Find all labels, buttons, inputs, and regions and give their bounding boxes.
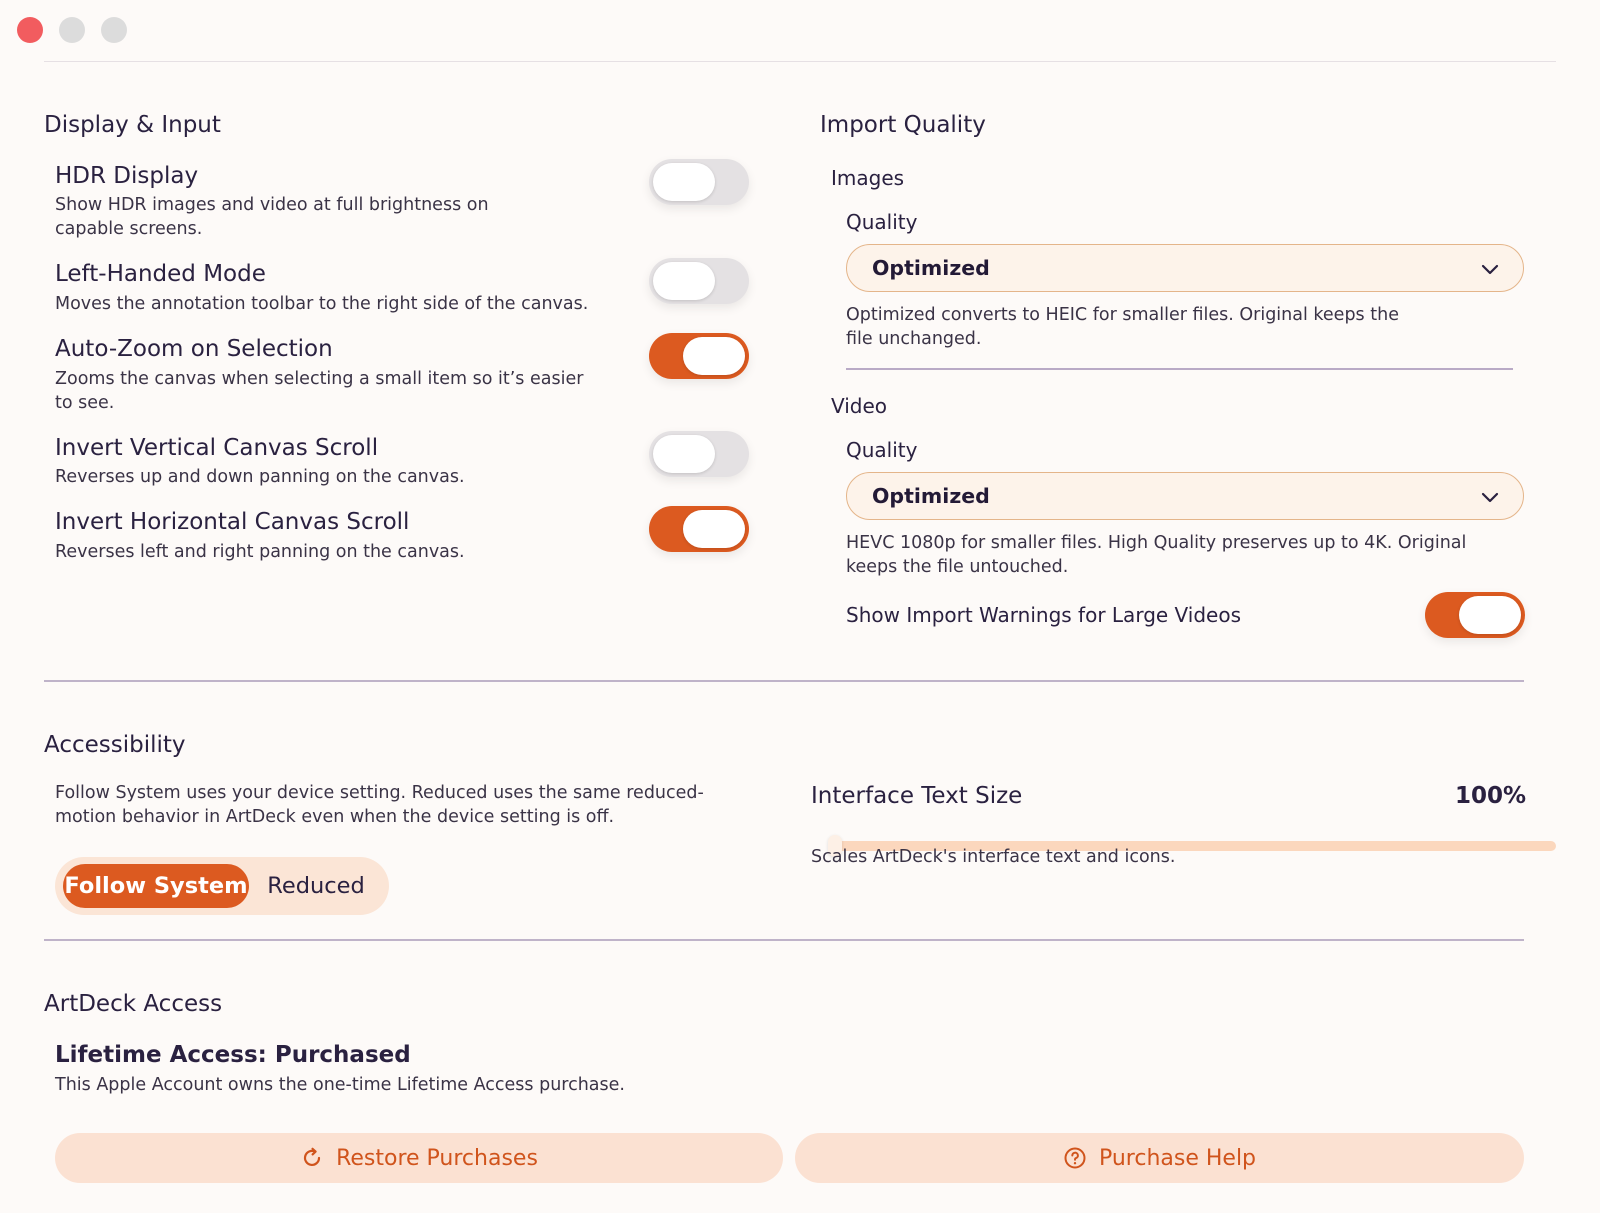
video-quality-desc-2: keeps the file untouched.: [846, 557, 1069, 577]
video-quality-dropdown[interactable]: [846, 472, 1524, 520]
auto-zoom-desc-1: Zooms the canvas when selecting a small item so it’s easier: [55, 369, 584, 389]
video-heading: Video: [831, 394, 888, 418]
zoom-window-button[interactable]: [101, 17, 127, 43]
invert-horizontal-title: Invert Horizontal Canvas Scroll: [55, 509, 410, 535]
import-quality-heading: Import Quality: [820, 112, 986, 138]
hdr-display-title: HDR Display: [55, 163, 199, 189]
toggle-knob: [1459, 596, 1521, 634]
question-circle-icon: [1063, 1146, 1087, 1170]
toggle-knob: [683, 510, 745, 548]
reduce-motion-segmented-control: [55, 857, 389, 915]
video-quality-value: Optimized: [872, 484, 990, 508]
titlebar-divider: [44, 61, 1556, 62]
reduce-motion-desc-2: motion behavior in ArtDeck even when the device setting is off.: [55, 807, 615, 827]
images-heading: Images: [831, 166, 905, 190]
invert-vertical-desc: Reverses up and down panning on the canvas.: [55, 467, 465, 487]
left-handed-mode-toggle[interactable]: [649, 258, 749, 304]
import-warnings-label: Show Import Warnings for Large Videos: [846, 603, 1241, 627]
text-size-value: 100%: [1455, 783, 1527, 809]
accessibility-heading: Accessibility: [44, 732, 186, 758]
invert-vertical-title: Invert Vertical Canvas Scroll: [55, 435, 379, 461]
close-window-button[interactable]: [17, 17, 43, 43]
images-quality-label: Quality: [846, 210, 918, 234]
toggle-knob: [653, 262, 715, 300]
text-size-desc: Scales ArtDeck's interface text and icons.: [811, 847, 1176, 867]
hdr-display-desc-2: capable screens.: [55, 219, 203, 239]
toggle-knob: [653, 435, 715, 473]
text-size-label: Interface Text Size: [811, 783, 1023, 809]
import-quality-divider: [846, 368, 1513, 370]
images-quality-value: Optimized: [872, 256, 990, 280]
reduce-motion-desc-1: Follow System uses your device setting. Reduced uses the same reduced-: [55, 783, 704, 803]
chevron-down-icon: [1479, 258, 1501, 280]
auto-zoom-desc-2: to see.: [55, 393, 115, 413]
invert-horizontal-desc: Reverses left and right panning on the canvas.: [55, 542, 465, 562]
left-handed-mode-desc: Moves the annotation toolbar to the right side of the canvas.: [55, 294, 589, 314]
lifetime-access-status: Lifetime Access: Purchased: [55, 1042, 411, 1068]
auto-zoom-toggle[interactable]: [649, 333, 749, 379]
minimize-window-button[interactable]: [59, 17, 85, 43]
section-divider-1: [44, 680, 1524, 682]
video-quality-desc-1: HEVC 1080p for smaller files. High Quality preserves up to 4K. Original: [846, 533, 1467, 553]
toggle-knob: [683, 337, 745, 375]
restore-purchases-label: Restore Purchases: [336, 1145, 538, 1171]
window-controls: [17, 17, 127, 43]
section-divider-2: [44, 939, 1524, 941]
restore-purchases-button[interactable]: [55, 1133, 783, 1183]
auto-zoom-title: Auto-Zoom on Selection: [55, 336, 333, 362]
invert-horizontal-toggle[interactable]: [649, 506, 749, 552]
follow-system-option[interactable]: Follow System: [63, 864, 249, 908]
video-quality-label: Quality: [846, 438, 918, 462]
chevron-down-icon: [1479, 486, 1501, 508]
invert-vertical-toggle[interactable]: [649, 431, 749, 477]
artdeck-access-heading: ArtDeck Access: [44, 991, 223, 1017]
lifetime-access-desc: This Apple Account owns the one-time Lifetime Access purchase.: [55, 1075, 625, 1095]
reduced-option[interactable]: Reduced: [267, 873, 365, 899]
display-input-heading: Display & Input: [44, 112, 221, 138]
hdr-display-desc-1: Show HDR images and video at full brightness on: [55, 195, 489, 215]
hdr-display-toggle[interactable]: [649, 159, 749, 205]
refresh-icon: [300, 1146, 324, 1170]
images-quality-dropdown[interactable]: [846, 244, 1524, 292]
import-warnings-toggle[interactable]: [1425, 592, 1525, 638]
toggle-knob: [653, 163, 715, 201]
images-quality-desc-1: Optimized converts to HEIC for smaller files. Original keeps the: [846, 305, 1399, 325]
purchase-help-label: Purchase Help: [1098, 1145, 1257, 1171]
images-quality-desc-2: file unchanged.: [846, 329, 982, 349]
purchase-help-button[interactable]: [795, 1133, 1524, 1183]
left-handed-mode-title: Left-Handed Mode: [55, 261, 266, 287]
